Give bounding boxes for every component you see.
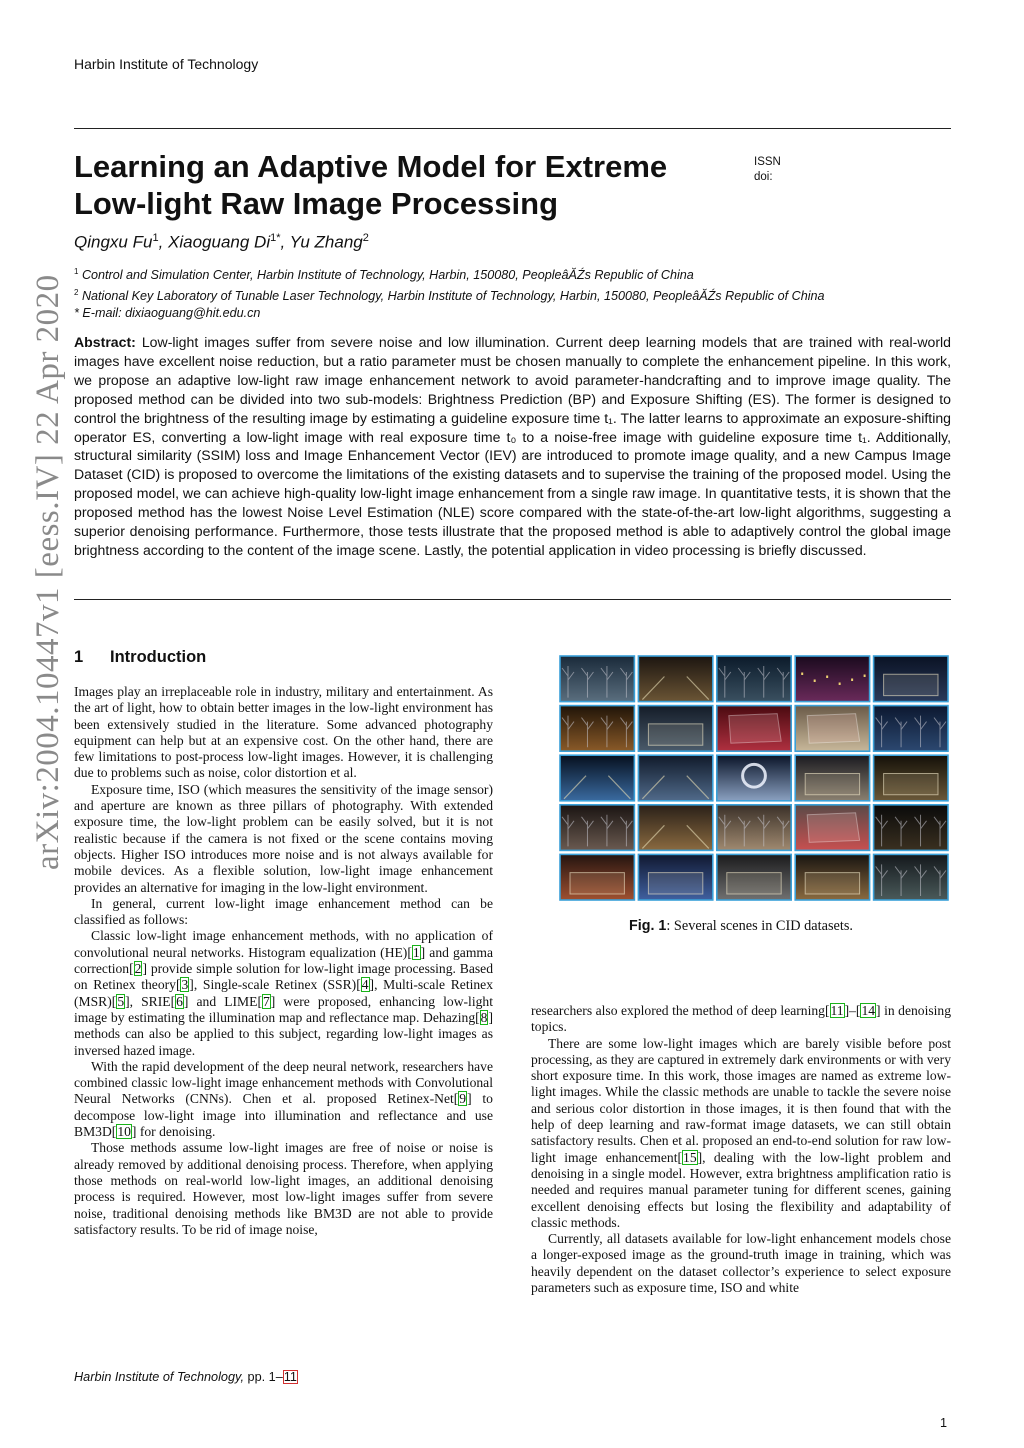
citation-link[interactable]: 8 [480, 1009, 488, 1025]
scene-tile [874, 805, 948, 851]
scene-tile [638, 755, 712, 801]
scene-detail [807, 813, 859, 843]
footer-pages-prefix: pp. 1– [243, 1370, 283, 1384]
citation-link[interactable]: 1 [412, 944, 420, 960]
arxiv-stamp[interactable]: arXiv:2004.10447v1 [eess.IV] 22 Apr 2020 [30, 274, 66, 870]
paragraph-text: for denoising. [136, 1124, 216, 1140]
scene-detail [805, 873, 859, 894]
paragraph-text: With the rapid development of the deep neural network, researchers have combined classic low-light image enhancement methods with Convolutional Neural Networks (CNNs). Chen et al. proposed Retinex-Net [74, 1058, 493, 1107]
scene-tile [717, 755, 791, 801]
page-number: 1 [940, 1416, 948, 1430]
author-affiliation-mark: 1 [152, 232, 159, 244]
abstract [74, 333, 951, 560]
author-affiliation-mark: 2 [362, 232, 369, 244]
scene-tile [560, 805, 634, 851]
paragraph [74, 896, 493, 929]
paragraph-text: methods can also be applied to this subject, regarding low-light images as inversed hazed image. [74, 1026, 493, 1058]
scene-thumbnail [560, 755, 634, 801]
paragraph: researchers also explored the method of deep learning[11]–[14] in denoising topics. [531, 1003, 952, 1035]
section-number: 1 [74, 648, 84, 666]
paragraph-text: and gamma correction [74, 944, 494, 977]
paragraph-text: There are some low-light images which are barely visible before post processing, as they are captured in extremely dark environments or with very short exposure time. In this work, those images are named as extreme low-light images. While the classic methods are unable to tackle the severe noise and serious color distortion in those images, it is then found that with the help of deep learning and raw-format image datasets, we can still obtain satisfactory results. Chen et al. proposed an end-to-end solution for raw low-light image enhancement [531, 1035, 951, 1165]
affiliation-line [74, 263, 954, 284]
paragraph-text: , dealing with the low-light problem and denoising in a single model. However, extra brightness amplification ratio is needed and requires manual parameter tuning for different scenes, gaining excellent denoising effects but losing the flexibility and adaptability of classic methods. [531, 1149, 951, 1230]
scene-detail [884, 674, 938, 695]
scene-tile [874, 854, 948, 900]
abstract-label: Abstract: [74, 334, 136, 350]
scene-thumbnail [874, 656, 948, 702]
paragraph [74, 782, 493, 896]
abstract-rule [74, 599, 951, 600]
scene-thumbnail [638, 706, 712, 752]
scene-thumbnail [717, 805, 791, 851]
citation-link[interactable]: 4 [361, 977, 369, 993]
affiliations [74, 263, 954, 322]
scene-tile [717, 656, 791, 702]
scene-detail [648, 724, 702, 745]
scene-tile [560, 656, 634, 702]
scene-tile [560, 755, 634, 801]
citation-link[interactable]: 6 [176, 993, 183, 1009]
scene-thumbnail [560, 805, 634, 851]
scene-thumbnail [874, 706, 948, 752]
issn-block [754, 155, 781, 185]
footer-last-page-link[interactable]: 11 [283, 1370, 297, 1384]
paragraph-text: provide simple solution for low-light image processing. Based on Retinex theory [74, 961, 493, 993]
paragraph [74, 1140, 493, 1238]
figure-1-caption [531, 918, 951, 935]
scene-thumbnail [795, 706, 869, 752]
citation-link[interactable]: 14 [861, 1003, 876, 1018]
paragraph: There are some low-light images which are barely visible before post processing, as they are captured in extremely dark environments or with very short exposure time. In this work, those images are named as extreme low-light images. While the classic methods are unable to tackle the severe noise and serious color distortion in those images, it is then found that with the help of deep learning and raw-format image datasets, we can still obtain satisfactory results. Chen et al. proposed an end-to-end solution for raw low-light image enhancement[15], dealing with the low-light problem and denoising in a single model. However, extra brightness amplification ratio is needed and requires manual parameter tuning for different scenes, gaining excellent denoising effects but losing the flexibility and adaptability of classic methods. [531, 1035, 951, 1230]
author-affiliation-mark: 1* [270, 232, 281, 244]
body-column-left [74, 684, 493, 1238]
scene-thumbnail [717, 854, 791, 900]
paragraph: With the rapid development of the deep neural network, researchers have combined classic low-light image enhancement methods with Convolutional Neural Networks (CNNs). Chen et al. proposed Retinex-Net[9] to decompose low-light image into illumination and reflectance and use BM3D[10] for denoising. [74, 1058, 493, 1140]
scene-thumbnail [638, 755, 712, 801]
scene-thumbnail [638, 805, 712, 851]
citation-link[interactable]: 10 [117, 1124, 131, 1140]
citation-link[interactable]: 3 [181, 977, 189, 993]
scene-detail [807, 714, 859, 744]
footer-journal [74, 1370, 298, 1384]
author-list: Qingxu Fu$^1$, Xiaoguang $Di^{1*}$, Yu Zhang$^2$ [74, 232, 369, 252]
paragraph-text: , Multi-scale Retinex (MSR) [74, 977, 493, 1009]
scene-thumbnail [560, 706, 634, 752]
scene-thumbnail [795, 656, 869, 702]
scene-detail [727, 873, 781, 894]
affiliation-text: National Key Laboratory of Tunable Laser Technology, Harbin Institute of Technology, Harbin, 150080, PeopleâĂŹs Republic of China [81, 289, 825, 304]
paragraph [74, 684, 493, 782]
scene-thumbnail [795, 805, 869, 851]
author-name: Qingxu Fu [74, 232, 153, 252]
paragraph-text: in denoising topics. [531, 1003, 952, 1035]
scene-tile [795, 656, 869, 702]
scene-thumbnail [560, 854, 634, 900]
scene-thumbnail [795, 755, 869, 801]
figure-caption-text: : Several scenes in CID datasets. [666, 918, 853, 934]
scene-tile [638, 805, 712, 851]
scene-thumbnail [638, 854, 712, 900]
affiliation-line [74, 305, 954, 322]
author-name: Xiaoguang Di [168, 232, 271, 252]
citation-link[interactable]: 11 [830, 1003, 844, 1018]
scene-thumbnail [717, 656, 791, 702]
paragraph-text: – [849, 1003, 856, 1018]
scene-thumbnail [717, 706, 791, 752]
scene-detail [648, 873, 702, 894]
scene-detail [805, 773, 859, 794]
section-title: Introduction [110, 648, 207, 666]
scene-tile [638, 656, 712, 702]
paragraph-text: Exposure time, ISO (which measures the sensitivity of the image sensor) and aperture are known as three pillars of photography. With extended exposure time, the low-light problem can be easily solved, but it is not realistic because if the camera is not fixed or the scene contains moving objects. Higher ISO introduces more noise and is not always available for mobile devices. As a flexible solution, low-light image enhancement provides an alternative for imaging in the low-light environment. [74, 781, 493, 895]
footer-journal-name: Harbin Institute of Technology, [74, 1370, 244, 1384]
paragraph-text: were proposed, enhancing low-light image by estimating the illumination map and reflectance map. Dehazing [74, 993, 493, 1025]
paragraph: Classic low-light image enhancement methods, with no application of convolutional neural networks. Histogram equalization (HE)[1] and gamma correction[2] provide simple solution for low-light image processing. Based on Retinex theory[3], Single-scale Retinex (SSR)[4], Multi-scale Retinex (MSR)[5], SRIE[6] and LIME[7] were proposed, enhancing low-light image by estimating the illumination map and reflectance map. Dehazing[8] methods can also be applied to this subject, regarding low-light images as inversed hazed image. [74, 928, 494, 1058]
paragraph-text: In general, current low-light image enhancement method can be classified as follows: [74, 895, 493, 928]
scene-thumbnail [638, 656, 712, 702]
figure-label: Fig. 1 [629, 918, 667, 934]
affiliation-mark: 2 [74, 288, 79, 298]
scene-thumbnail [795, 854, 869, 900]
scene-thumbnail [560, 656, 634, 702]
paper-title: Learning an Adaptive Model for Extreme Low-light Raw Image Processing [74, 149, 668, 221]
doi-label: doi: [754, 171, 773, 183]
issn-label: ISSN [754, 156, 781, 168]
author-name: Yu Zhang [289, 232, 363, 252]
paragraph-text: Images play an irreplaceable role in industry, military and entertainment. As the art of light, how to obtain better images in the low-light environment has been extensively studied in the literature. Some advanced photography equipment can help but at an expensive cost. On the other hand, there are few limitations to post-process low-light images. However, it is challenging due to problems such as noise, color distortion et al. [74, 684, 493, 781]
scene-detail [884, 773, 938, 794]
scene-tile [874, 706, 948, 752]
scene-tile [560, 706, 634, 752]
header-institution: Harbin Institute of Technology [74, 56, 259, 72]
paragraph-text: Currently, all datasets available for low-light enhancement models chose a longer-exposed image as the ground-truth image in training, which was heavily dependent on the dataset collector’s experience to select exposure parameters such as exposure time, ISO and white [531, 1231, 951, 1296]
section-heading-introduction [74, 648, 206, 667]
paragraph-text: and LIME [188, 993, 258, 1009]
scene-thumbnail [717, 755, 791, 801]
citation-link[interactable]: 15 [683, 1149, 697, 1165]
citation-link[interactable]: 7 [262, 993, 270, 1009]
paragraph-text: , Single-scale Retinex (SSR) [193, 977, 357, 993]
scene-thumbnail [874, 805, 948, 851]
body-column-right [531, 1003, 951, 1296]
affiliation-text: Control and Simulation Center, Harbin Institute of Technology, Harbin, 150080, PeopleâĂŹs Republic of China [81, 268, 694, 283]
paragraph-text: , SRIE [129, 993, 171, 1009]
abstract-text: Low-light images suffer from severe noise and low illumination. Current deep learning models that are trained with real-world images have excellent noise reduction, but a ratio parameter must be chosen manually to complete the enhancement pipeline. In this work, we propose an adaptive low-light raw image enhancement network to avoid parameter-handcrafting and to improve image quality. The proposed method can be divided into two sub-models: Brightness Prediction (BP) and Exposure Shifting (ES). The former is designed to control the brightness of the resulting image by estimating a guideline exposure time t₁. The latter learns to approximate an exposure-shifting operator ES, converting a low-light image with real exposure time t₀ to a noise-free image with guideline exposure time t₁. Additionally, structural similarity (SSIM) loss and Image Enhancement Vector (IEV) are introduced to promote image quality, and a new Campus Image Dataset (CID) is proposed to overcome the limitations of the existing datasets and to supervise the training of the proposed model. Using the proposed model, we can achieve high-quality low-light image enhancement from a single raw image. In quantitative tests, it is shown that the proposed method has the lowest Noise Level Estimation (NLE) score compared with the state-of-the-art low-light algorithms, suggesting a superior denoising performance. Furthermore, those tests illustrate that the proposed method is able to adaptively control the global image brightness according to the content of the image scene. Lastly, the potential application in video processing is briefly discussed. [74, 334, 952, 558]
scene-tile [717, 805, 791, 851]
paragraph-text: to decompose low-light image into illumination and reflectance and use BM3D [74, 1091, 493, 1140]
scene-detail [570, 873, 624, 894]
citation-link[interactable]: 9 [459, 1091, 467, 1107]
scene-detail [729, 714, 781, 744]
affiliation-mark: 1 [74, 267, 79, 276]
citation-link[interactable]: 2 [134, 961, 142, 977]
paragraph [531, 1231, 951, 1296]
paragraph-text: Classic low-light image enhancement methods, with no application of convolutional neural networks. Histogram equalization (HE) [74, 928, 493, 960]
scene-thumbnail [874, 755, 948, 801]
figure-1-image-grid [556, 652, 952, 904]
affiliation-line [74, 284, 954, 305]
affiliation-text: * E-mail: dixiaoguang@hit.edu.cn [74, 306, 261, 321]
paragraph-text: researchers also explored the method of deep learning [531, 1003, 825, 1018]
scene-thumbnail [874, 854, 948, 900]
paragraph-text: Those methods assume low-light images are free of noise or noise is already removed by additional denoising process. Therefore, when applying those methods on real-world low-light images, an additional denoising process is required. However, most low-light images suffer from severe noise, traditional denoising methods like BM3D are not able to provide satisfactory results. To be rid of image noise, [74, 1140, 493, 1237]
top-rule [74, 128, 951, 129]
citation-link[interactable]: 5 [117, 993, 125, 1009]
